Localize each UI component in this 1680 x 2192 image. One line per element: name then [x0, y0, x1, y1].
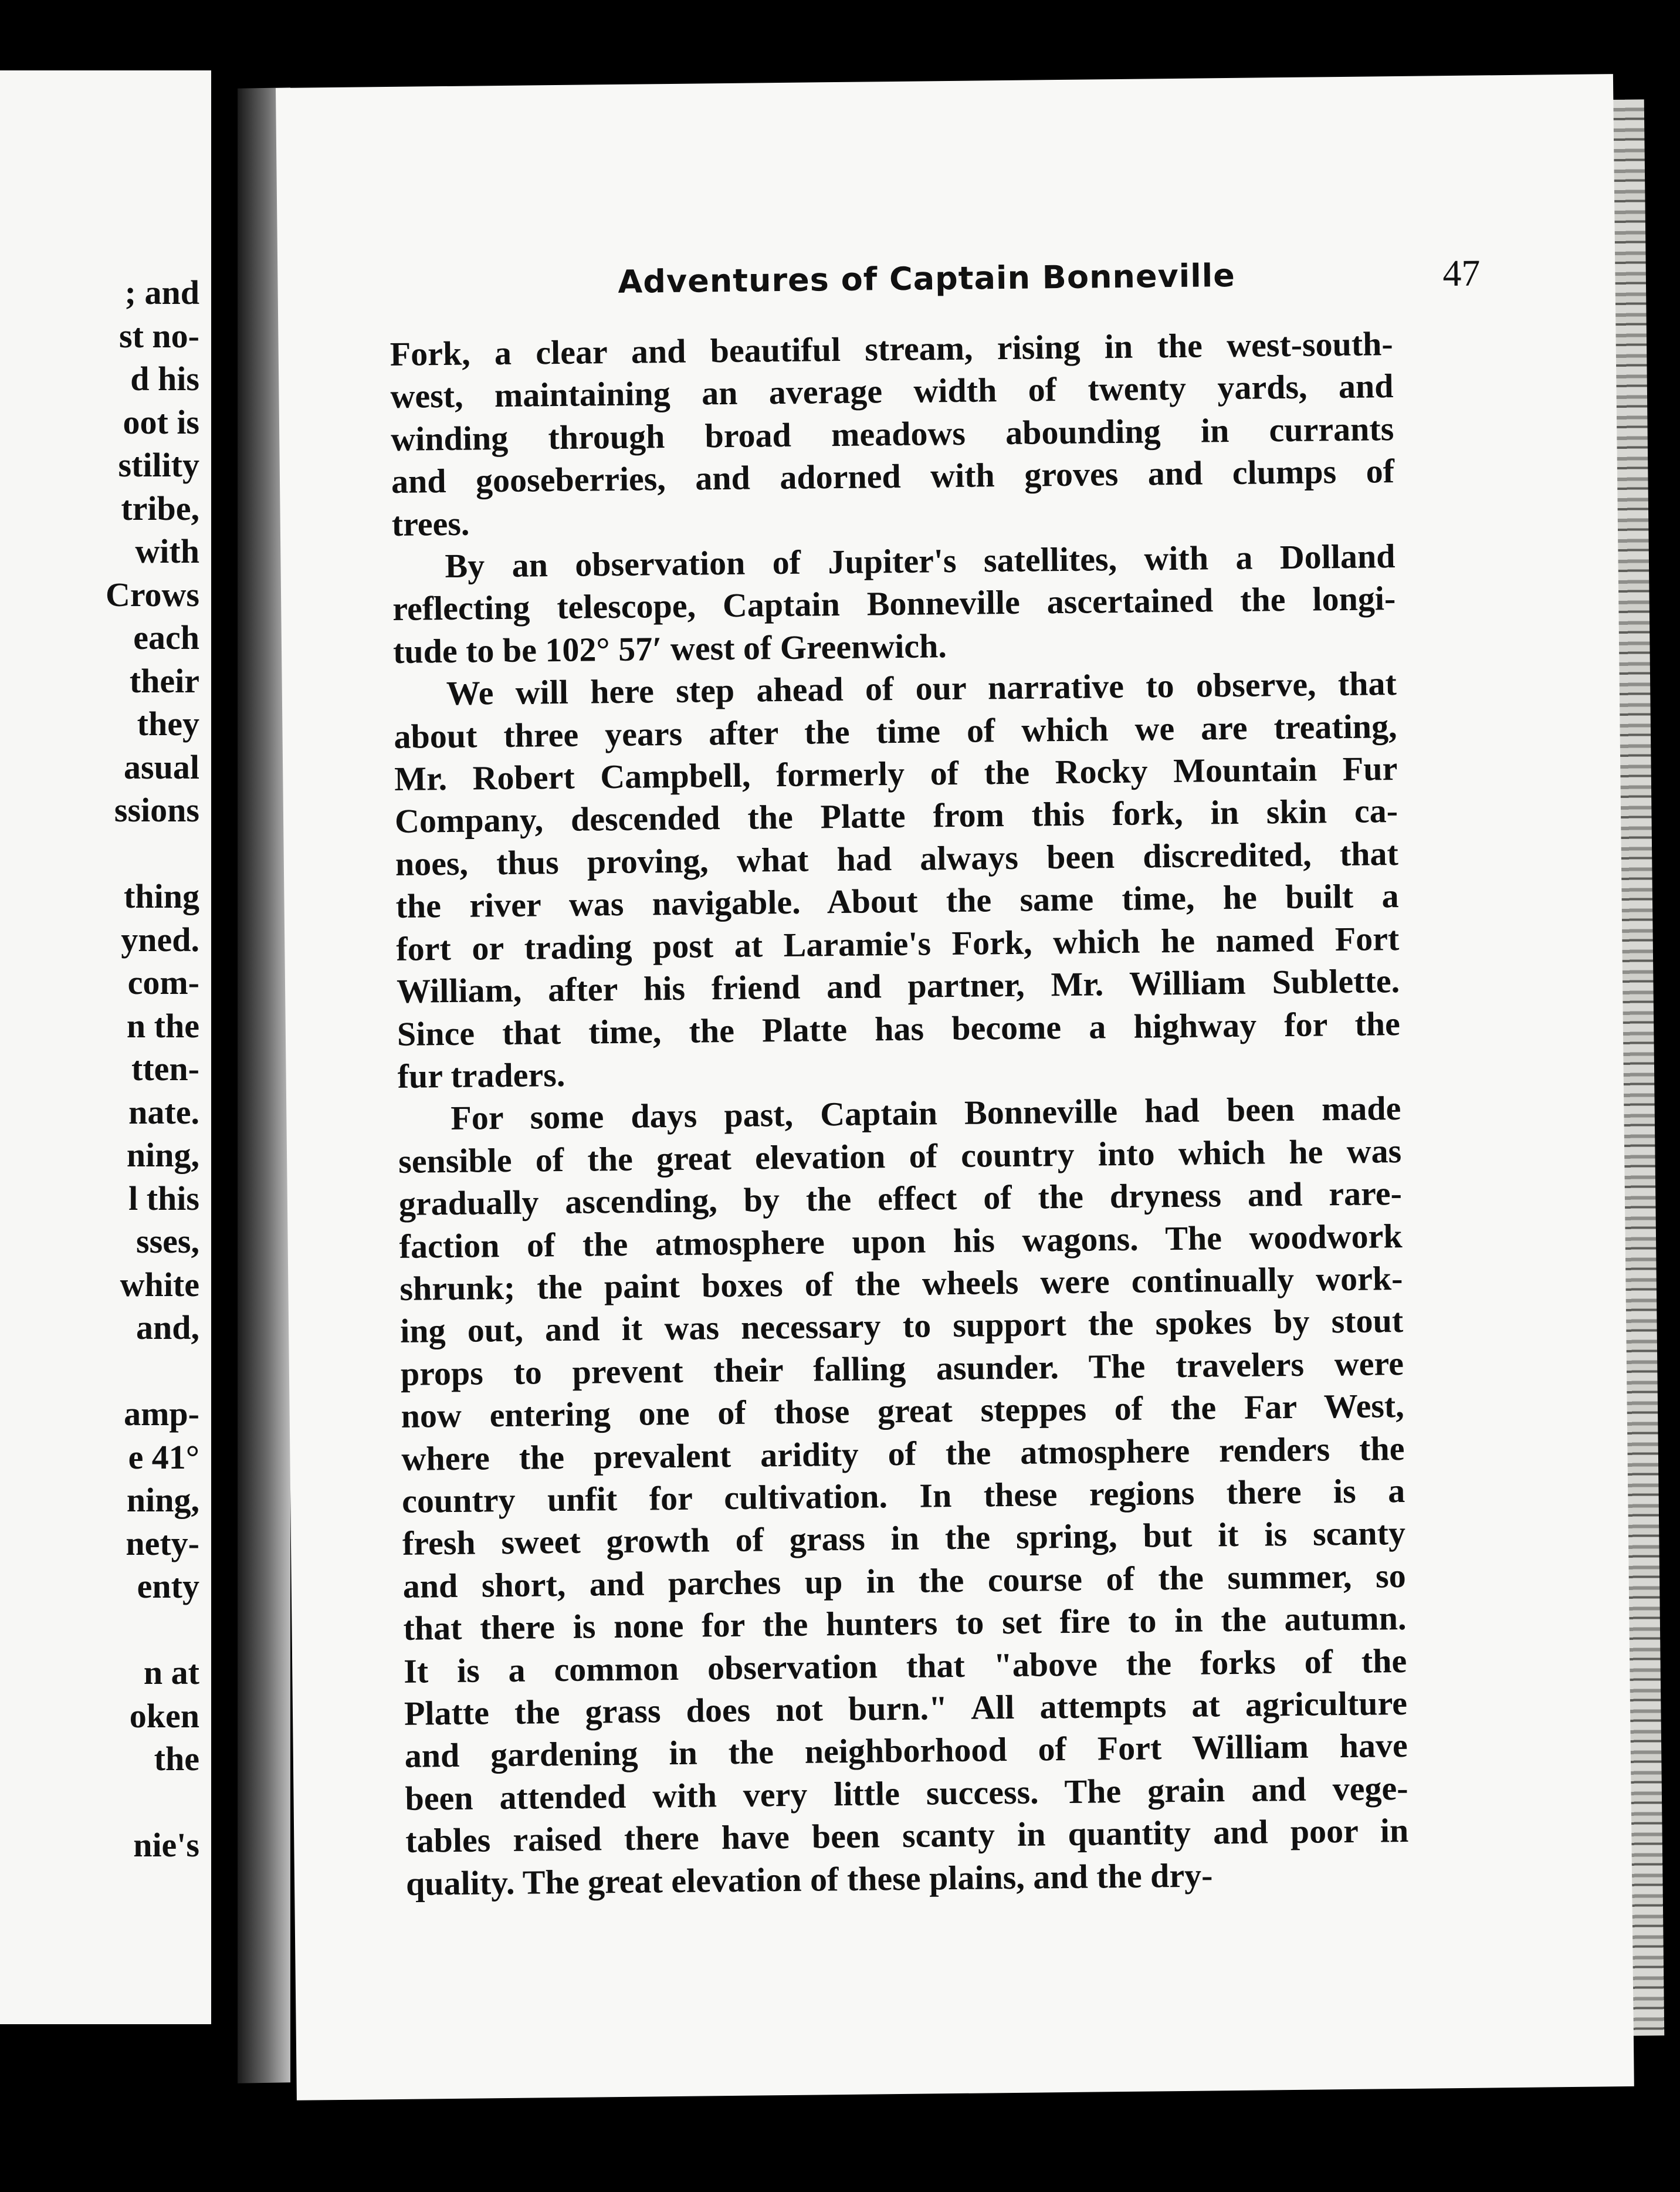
text-line: noes, thus proving, what had always been discredited, that	[395, 834, 1399, 883]
left-page-fragment: white	[120, 1265, 199, 1304]
left-page-fragment: asual	[124, 747, 199, 786]
text-line: quality. The great elevation of these plains, and the dry-	[405, 1856, 1213, 1903]
text-line: faction of the atmosphere upon his wagons. The woodwork	[399, 1216, 1403, 1266]
text-line: now entering one of those great steppes of the Far West,	[401, 1386, 1404, 1436]
left-page-fragment: nate.	[128, 1092, 199, 1131]
text-line: country unfit for cultivation. In these regions there is a	[401, 1471, 1405, 1520]
text-line: fresh sweet growth of grass in the spring, but it is scanty	[402, 1514, 1406, 1563]
text-line: and gooseberries, and adorned with groves and clumps of	[391, 452, 1395, 501]
left-page	[0, 70, 211, 2024]
left-page-fragment: Crows	[105, 575, 199, 614]
text-line: tables raised there have been scanty in quantity and poor in	[405, 1811, 1409, 1861]
text-line: It is a common observation that "above the forks of the	[403, 1641, 1407, 1690]
left-page-fragment: and,	[136, 1308, 199, 1347]
text-line: fort or trading post at Laramie's Fork, which he named Fort	[396, 919, 1400, 968]
text-line: west, maintaining an average width of twenty yards, and	[390, 367, 1394, 416]
left-page-fragment: they	[137, 705, 199, 743]
running-title: Adventures of Captain Bonneville	[618, 256, 1236, 300]
left-page-fragment: n the	[126, 1006, 199, 1045]
left-page-fragment: their	[129, 661, 199, 700]
left-page-fragment: sses,	[136, 1222, 199, 1260]
left-page-fragment: oken	[129, 1696, 199, 1735]
text-line: Platte the grass does not burn." All attempts at agriculture	[404, 1683, 1408, 1733]
right-page	[276, 74, 1634, 2100]
left-page-fragment: amp-	[124, 1395, 199, 1433]
text-line: shrunk; the paint boxes of the wheels were continually work-	[399, 1259, 1403, 1308]
text-line: and gardening in the neighborhood of Fort William have	[404, 1726, 1408, 1775]
text-line: winding through broad meadows abounding in currants	[390, 409, 1394, 458]
text-line: fur traders.	[397, 1055, 565, 1095]
body-text	[389, 323, 1409, 1905]
left-page-fragment: ning,	[126, 1136, 199, 1174]
left-page-fragment: nie's	[133, 1826, 199, 1864]
text-line: gradually ascending, by the effect of the dryness and rare-	[398, 1174, 1403, 1223]
text-line: Fork, a clear and beautiful stream, rising in the west-south-	[389, 324, 1394, 373]
text-line: By an observation of Jupiter's satellites, with a Dolland	[445, 537, 1396, 586]
left-page-fragment: the	[154, 1740, 199, 1778]
left-page-fragment: st no-	[119, 316, 199, 355]
left-page-fragment: n at	[143, 1653, 199, 1692]
left-page-fragment: nety-	[126, 1524, 199, 1562]
left-page-fragment: each	[133, 618, 199, 657]
text-line: that there is none for the hunters to set fire to in the autumn.	[403, 1599, 1407, 1648]
text-line: Mr. Robert Campbell, formerly of the Rocky Mountain Fur	[394, 749, 1398, 799]
text-line: reflecting telescope, Captain Bonneville ascertained the longi-	[392, 579, 1396, 628]
left-page-fragment: tribe,	[121, 489, 199, 527]
left-page-fragment: ning,	[126, 1481, 199, 1519]
text-line: Since that time, the Platte has become a highway for the	[397, 1004, 1401, 1053]
left-page-fragment: e 41°	[128, 1437, 199, 1476]
text-line: props to prevent their falling asunder. The travelers were	[400, 1344, 1404, 1393]
text-line: and short, and parches up in the course of the summer, so	[402, 1556, 1406, 1605]
left-page-fragment: d his	[130, 360, 199, 398]
left-page-fragment: yned.	[121, 920, 199, 959]
page-header	[618, 254, 1498, 300]
left-page-fragment: ; and	[124, 273, 199, 312]
text-line: tude to be 102° 57′ west of Greenwich.	[392, 626, 947, 671]
left-page-fragment: ssions	[114, 791, 199, 829]
text-line: been attended with very little success. The grain and vege-	[405, 1768, 1408, 1818]
text-line: ing out, and it was necessary to support the spokes by stout	[399, 1301, 1404, 1351]
text-line: where the prevalent aridity of the atmosphere renders the	[401, 1429, 1405, 1478]
left-page-fragment: tten-	[131, 1050, 199, 1088]
left-page-fragment: oot is	[123, 402, 199, 441]
text-line: trees.	[391, 504, 470, 543]
left-page-fragment: l this	[128, 1179, 199, 1217]
left-page-fragment: com-	[127, 963, 199, 1002]
text-line: about three years after the time of which we are treating,	[394, 706, 1397, 756]
left-page-fragment: enty	[137, 1567, 199, 1605]
page-number: 47	[1442, 252, 1481, 295]
left-page-fragment: thing	[124, 877, 199, 915]
text-line: the river was navigable. About the same time, he built a	[395, 877, 1399, 926]
text-line: William, after his friend and partner, Mr. William Sublette.	[396, 962, 1400, 1011]
text-line: sensible of the great elevation of country into which he was	[398, 1131, 1402, 1180]
text-line: Company, descended the Platte from this fork, in skin ca-	[394, 791, 1398, 841]
text-line: For some days past, Captain Bonneville had been made	[451, 1089, 1401, 1138]
left-page-fragment: with	[135, 532, 199, 570]
left-page-fragment: stility	[118, 446, 199, 484]
text-line: We will here step ahead of our narrative to observe, that	[446, 664, 1397, 713]
